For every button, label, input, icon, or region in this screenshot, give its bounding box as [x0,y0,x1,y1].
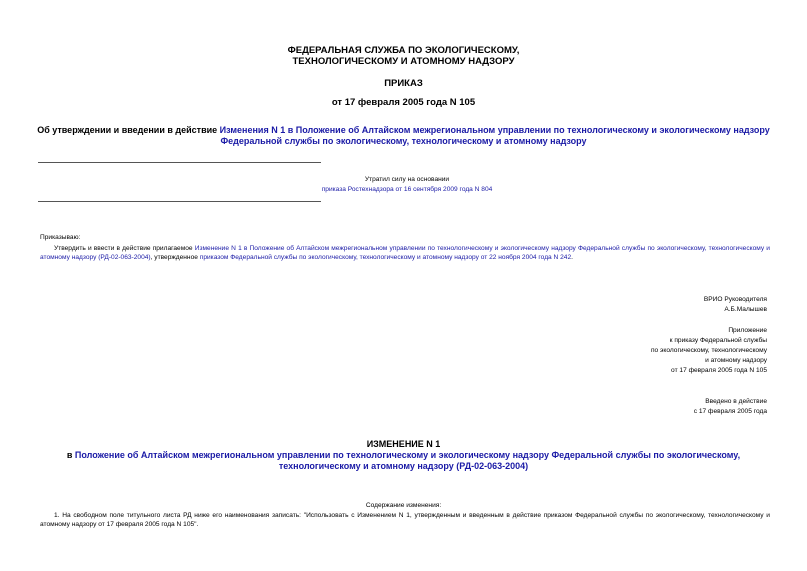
change-title: ИЗМЕНЕНИЕ N 1 [366,439,441,449]
doc-type: ПРИКАЗ [384,78,423,89]
signature-position: ВРИО Руководителя [703,296,767,303]
appendix-line5: от 17 февраля 2005 года N 105 [671,367,767,374]
change-link[interactable]: Положение об Алтайском межрегиональном управлении по технологическому и экологическому надзору Федеральной службы по экологическому, [74,450,741,460]
enacted-line1: Введено в действие [705,398,767,405]
doc-date: от 17 февраля 2005 года N 105 [331,97,476,108]
agency-name-line1: ФЕДЕРАЛЬНАЯ СЛУЖБА ПО ЭКОЛОГИЧЕСКОМУ, [287,45,520,56]
order-heading: Приказываю: [40,234,81,241]
appendix-line4: и атомному надзору [705,357,767,364]
doc-title-link[interactable]: Изменения N 1 в Положение об Алтайском межрегиональном управлении по технологическому и экологическому надзору [219,125,770,135]
appendix-line1: Приложение [728,327,767,334]
order-paragraph [40,244,770,262]
doc-title-prefix: Об утверждении и введении в действие [37,125,220,135]
appendix-line3: по экологическому, технологическому [650,347,767,354]
change-link-line2[interactable]: технологическому и атомному надзору (РД-02-063-2004) [278,461,529,471]
signature-name: А.Б.Малышев [724,306,767,313]
enacted-line2: с 17 февраля 2005 года [693,408,767,415]
divider-top [38,162,321,163]
divider-bottom [38,201,321,202]
status-link[interactable]: приказа Ростехнадзора от 16 сентября 2009 года N 804 [321,186,493,193]
appendix-line2: к приказу Федеральной службы [669,337,767,344]
status-line: Утратил силу на основании [364,176,450,183]
change-subtitle-line1 [0,450,807,461]
order-text-c: . [571,254,573,261]
change-prefix: в [66,450,75,460]
doc-title-link-line2[interactable]: Федеральной службы по экологическому, технологическому и атомному надзору [220,136,587,146]
content-item-1: 1. На свободном поле титульного листа РД ниже его наименования записать: "Использовать с Изменением N 1, утвержденным и введенным в действие приказом Федеральной службы по экологическому, технологическому и атомному надзору от 17 февраля 2005 года N 105". [40,512,770,528]
doc-title-line1 [0,125,807,136]
order-text-b: , утвержденное [150,254,200,261]
order-text-a: Утвердить и ввести в действие прилагаемое [54,245,195,252]
content-heading: Содержание изменения: [365,502,442,509]
order-link-change[interactable]: Изменение N 1 в Положение об Алтайском межрегиональном управлении по технологическому и экологическому надзору Федеральной службы по экологическому, технологическому и атомному надзору (РД-02-063-2004) [40,245,770,261]
order-link-prikaz[interactable]: приказом Федеральной службы по экологическому, технологическому и атомному надзору от 22 ноября 2004 года N 242 [199,254,572,261]
agency-name-line2: ТЕХНОЛОГИЧЕСКОМУ И АТОМНОМУ НАДЗОРУ [292,56,515,67]
